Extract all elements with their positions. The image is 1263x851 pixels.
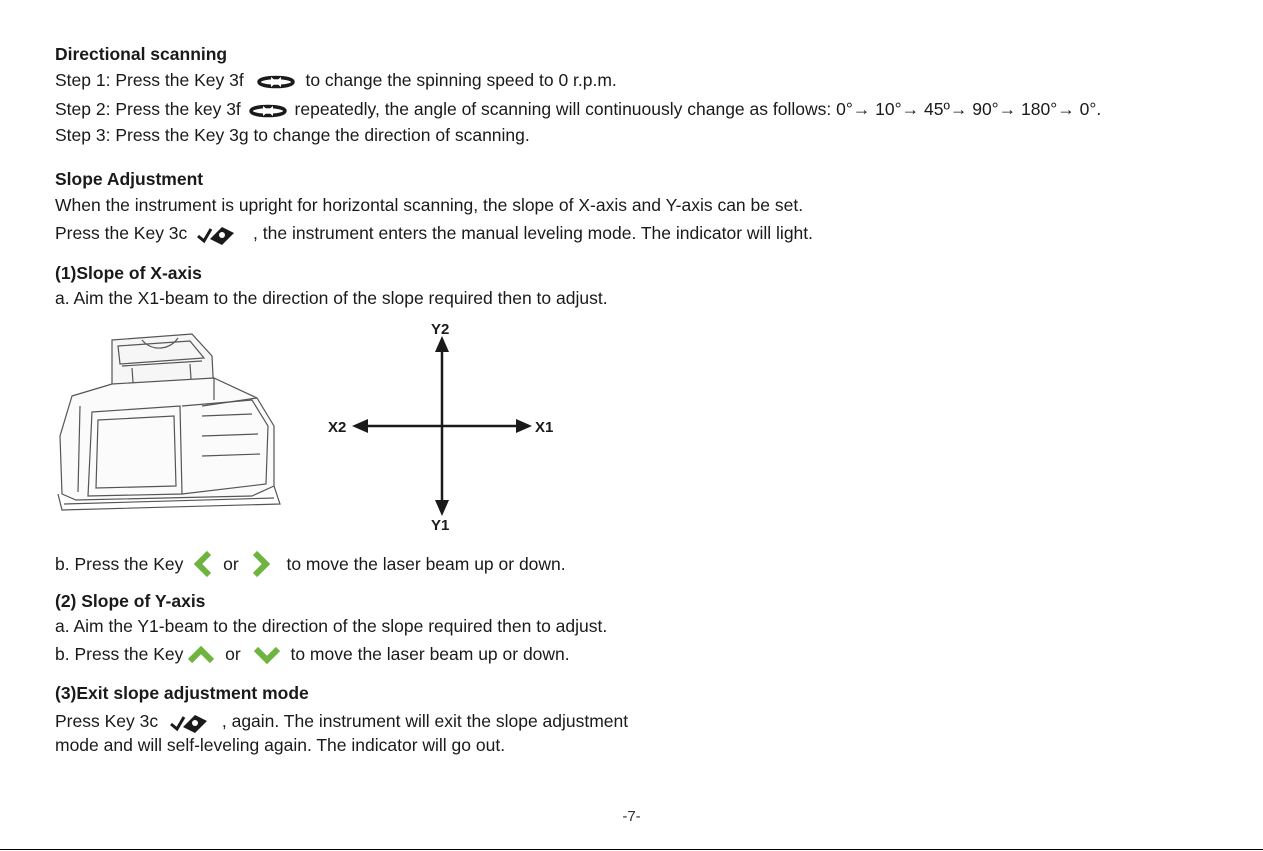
slope-line-1: When the instrument is upright for horizontal scanning, the slope of X-axis and Y-axis can be set.: [55, 195, 804, 215]
slope-line-2: [55, 222, 813, 245]
y-axis-line-b-text-2: to move the laser beam up or down.: [290, 644, 570, 664]
y-axis-line-b: [55, 643, 570, 665]
page-number: -7-: [622, 808, 641, 825]
step-1-text-a: Step 1: Press the Key 3f: [55, 70, 244, 90]
x-axis-line-b-text-2: to move the laser beam up or down.: [286, 554, 566, 574]
step-2-text-b: repeatedly, the angle of scanning will continuously change as follows: 0°→ 10°→ 45º→ 90°→ 180°→ 0°.: [294, 99, 1102, 119]
y-axis-line-b-text-1: b. Press the Key: [55, 644, 184, 664]
manual-key-icon: [169, 711, 213, 733]
y-axis-line-a: a. Aim the Y1-beam to the direction of the slope required then to adjust.: [55, 616, 608, 636]
laser-instrument-illustration: [52, 326, 282, 524]
x-axis-heading: (1)Slope of X-axis: [55, 263, 202, 283]
y1-arrow-head: [435, 500, 449, 516]
left-key-icon: [194, 551, 212, 577]
step-1: [55, 69, 617, 91]
y1-label: Y1: [431, 517, 450, 534]
x-axis-line-b: [55, 551, 566, 577]
x-axis-line-b-text-1: b. Press the Key: [55, 554, 184, 574]
manual-key-icon: [196, 223, 240, 245]
exit-line-1-text-a: Press Key 3c: [55, 711, 159, 731]
y-axis-heading: (2) Slope of Y-axis: [55, 591, 206, 611]
step-2: [55, 98, 1101, 120]
speed-key-icon: [257, 74, 295, 90]
slope-line-2-text-b: , the instrument enters the manual leveling mode. The indicator will light.: [253, 223, 814, 243]
x-axis-line-b-or: or: [223, 554, 239, 574]
step-2-text-a: Step 2: Press the key 3f: [55, 99, 241, 119]
speed-key-icon: [249, 103, 287, 119]
step-3: Step 3: Press the Key 3g to change the direction of scanning.: [55, 125, 530, 145]
x1-label: X1: [535, 419, 554, 436]
y2-label: Y2: [431, 321, 450, 338]
step-1-text-b: to change the spinning speed to 0 r.p.m.: [305, 70, 617, 90]
right-key-icon: [252, 551, 270, 577]
x2-arrow-head: [352, 419, 368, 433]
y2-arrow-head: [435, 336, 449, 352]
down-key-icon: [254, 646, 280, 664]
bottom-divider: [0, 849, 1263, 850]
up-key-icon: [188, 646, 214, 664]
slope-heading: Slope Adjustment: [55, 169, 204, 189]
exit-line-1-text-b: , again. The instrument will exit the slope adjustment: [221, 711, 629, 731]
x2-label: X2: [328, 419, 347, 436]
axis-diagram: [326, 318, 566, 536]
y-axis-line-b-or: or: [225, 644, 241, 664]
directional-heading: Directional scanning: [55, 44, 228, 64]
exit-line-1: [55, 710, 628, 733]
x-axis-line-a: a. Aim the X1-beam to the direction of the slope required then to adjust.: [55, 288, 608, 308]
slope-line-2-text-a: Press the Key 3c: [55, 223, 188, 243]
exit-line-2: mode and will self-leveling again. The indicator will go out.: [55, 735, 506, 755]
exit-heading: (3)Exit slope adjustment mode: [55, 683, 309, 703]
x1-arrow-head: [516, 419, 532, 433]
